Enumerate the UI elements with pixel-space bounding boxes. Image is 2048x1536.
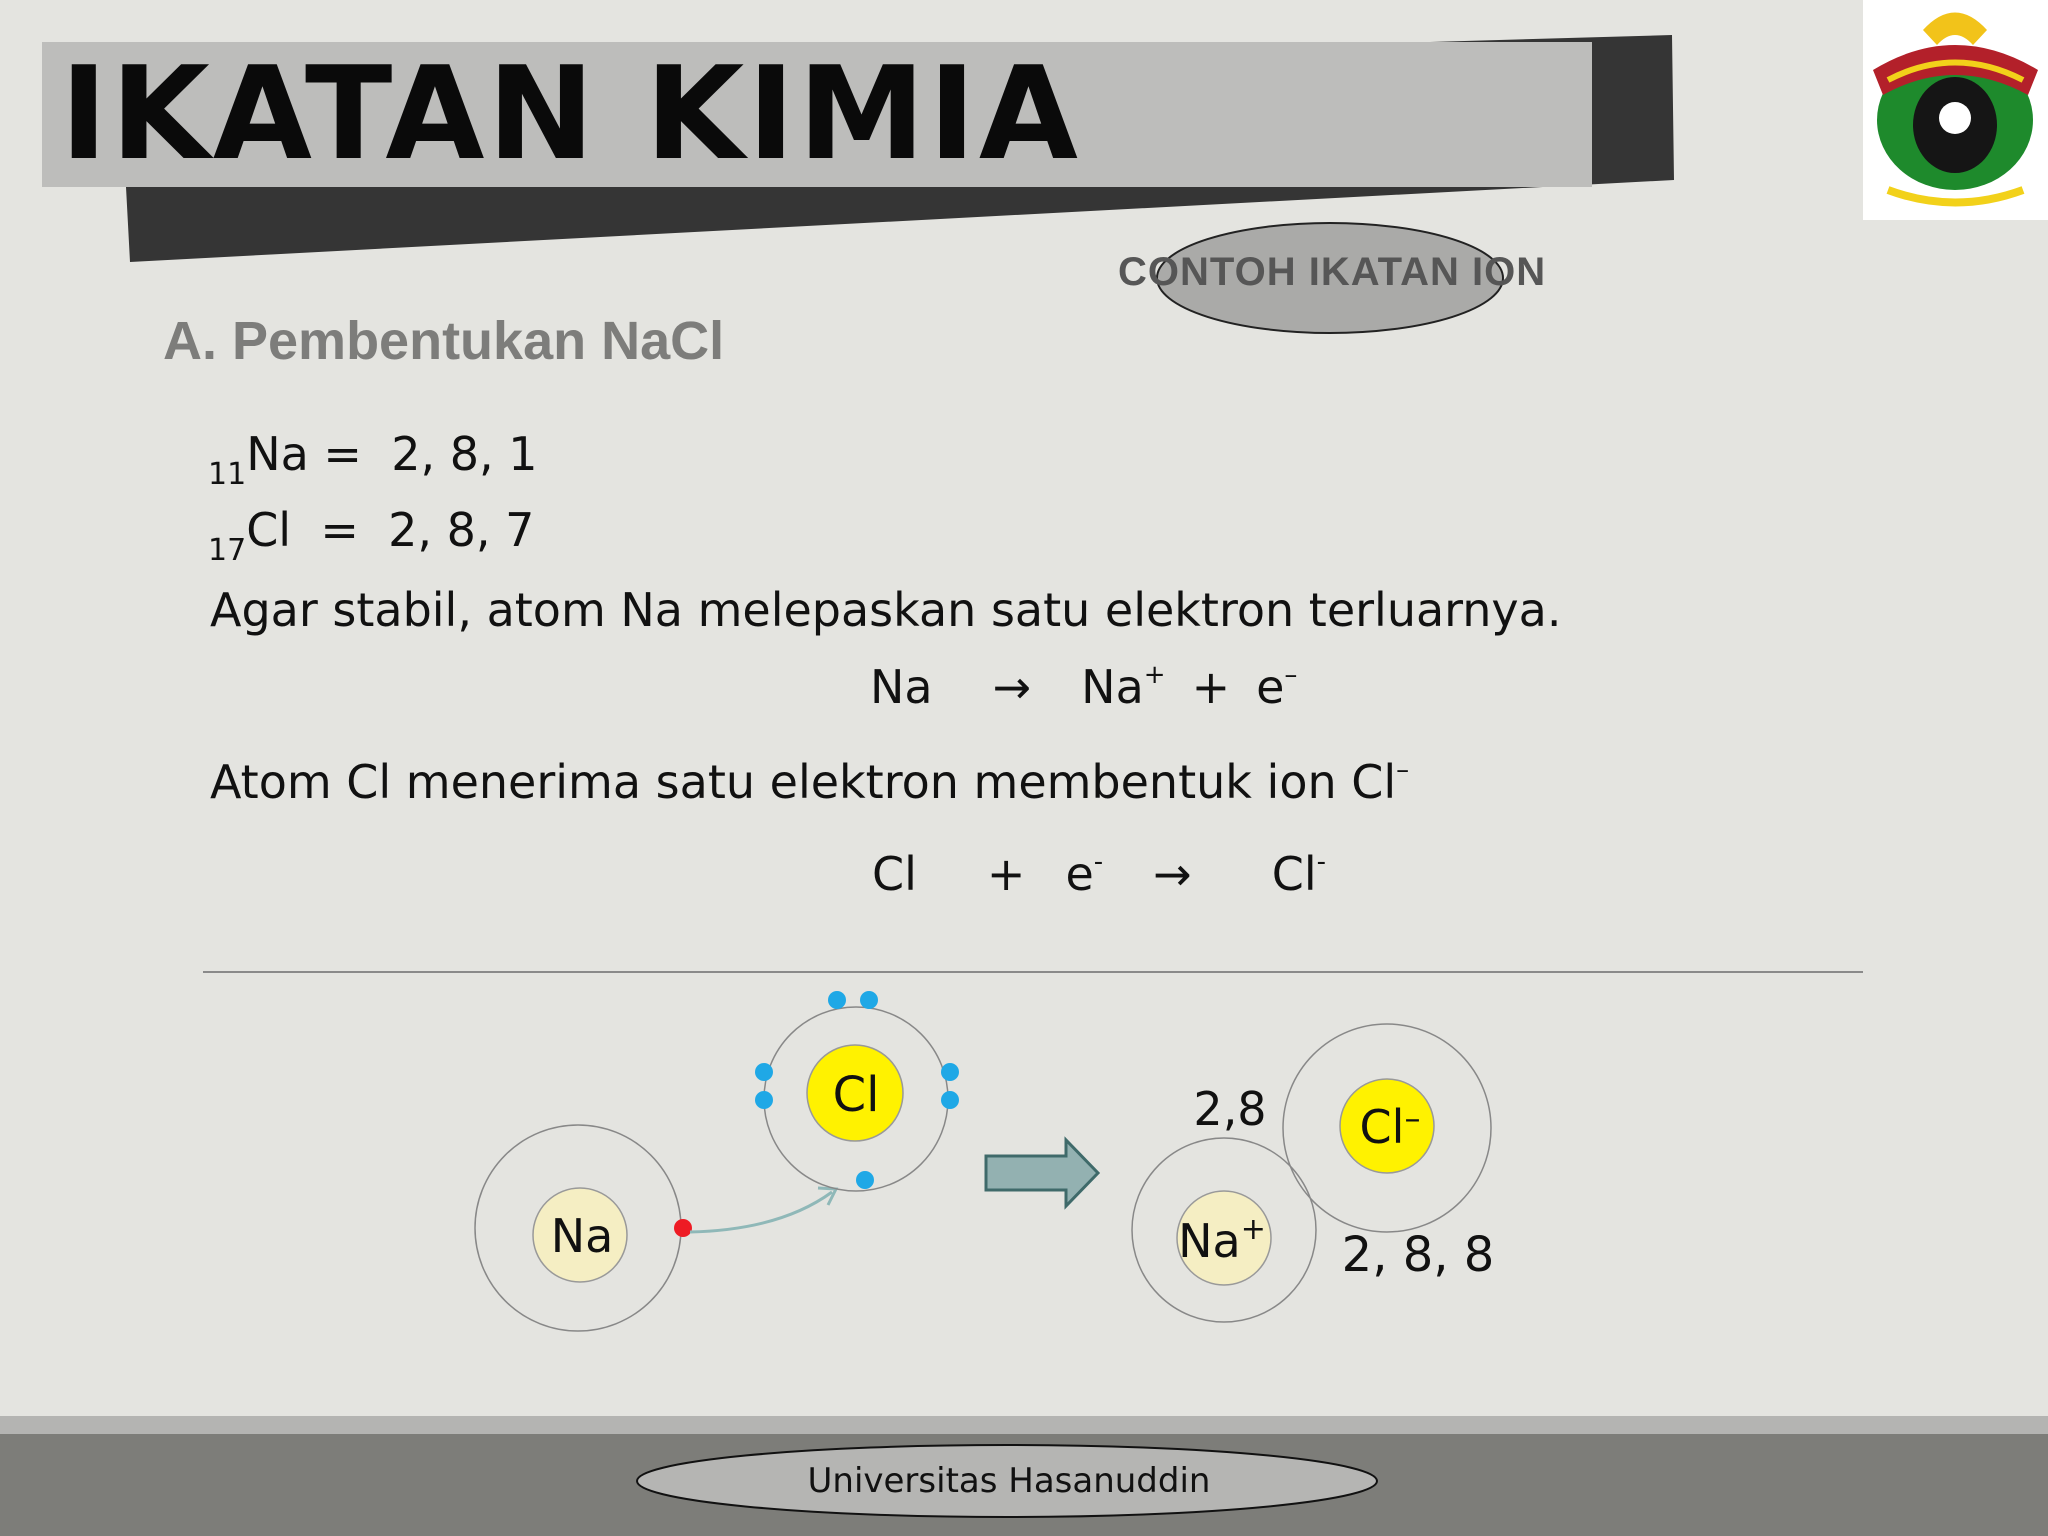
university-logo: [1863, 0, 2048, 220]
footer-label: Universitas Hasanuddin: [807, 1461, 1211, 1501]
eq-na-electron: e: [1256, 660, 1285, 714]
eq-cl-electron: e: [1065, 847, 1094, 901]
ion-formation-diagram: [0, 980, 2048, 1340]
na-atomic-number: 11: [208, 457, 247, 492]
equation-na: [870, 660, 1297, 714]
eq-cl-product: Cl: [1271, 847, 1317, 901]
sentence-na-release: Agar stabil, atom Na melepaskan satu elektron terluarnya.: [210, 583, 1562, 637]
cl-atom-label: Cl: [832, 1067, 880, 1123]
eq-cl-electron-charge: -: [1093, 847, 1104, 877]
cl-configuration: [208, 503, 535, 568]
sentence-cl-accept: [210, 755, 1409, 809]
reaction-block-arrow: [986, 1140, 1098, 1206]
eq-na-product-charge: +: [1143, 660, 1166, 690]
eq-cl-arrow: →: [1153, 847, 1192, 901]
eq-na-arrow: →: [992, 660, 1032, 714]
na-config-value: 2, 8, 1: [391, 427, 538, 481]
cl-ion-symbol: Cl: [1359, 1100, 1405, 1154]
sentence-cl-charge: –: [1396, 755, 1410, 785]
eq-na-product: Na: [1081, 660, 1144, 714]
footer-top-strip: [0, 1416, 2048, 1434]
cl-ion-charge: –: [1404, 1099, 1421, 1137]
equation-cl: [872, 847, 1326, 901]
na-ion-charge: +: [1240, 1212, 1266, 1247]
na-symbol: Na =: [246, 427, 362, 481]
na-atom-label: Na: [550, 1209, 614, 1263]
eq-na-electron-charge: –: [1284, 660, 1298, 690]
cl-config-value: 2, 8, 7: [388, 503, 535, 557]
na-ion-symbol: Na: [1178, 1214, 1241, 1268]
na-ion-config: 2,8: [1193, 1082, 1267, 1136]
section-heading: A. Pembentukan NaCl: [163, 311, 725, 371]
subtitle: CONTOH IKATAN ION: [1118, 250, 1547, 294]
eq-na-plus: +: [1191, 660, 1231, 714]
na-configuration: [208, 427, 538, 492]
cl-atomic-number: 17: [208, 533, 247, 568]
divider-line: [203, 971, 1863, 973]
transfer-electron: [674, 1219, 692, 1237]
eq-cl-product-charge: -: [1316, 847, 1326, 877]
sentence-cl-text: Atom Cl menerima satu elektron membentuk ion Cl: [210, 755, 1397, 809]
transfer-arrow: [690, 1192, 832, 1232]
eq-cl-reactant: Cl: [872, 847, 917, 901]
cl-ion-config: 2, 8, 8: [1341, 1227, 1495, 1283]
page-title: IKATAN KIMIA: [60, 40, 1081, 189]
cl-symbol: Cl =: [246, 503, 359, 557]
eq-cl-plus: +: [986, 847, 1026, 901]
eq-na-reactant: Na: [870, 660, 933, 714]
